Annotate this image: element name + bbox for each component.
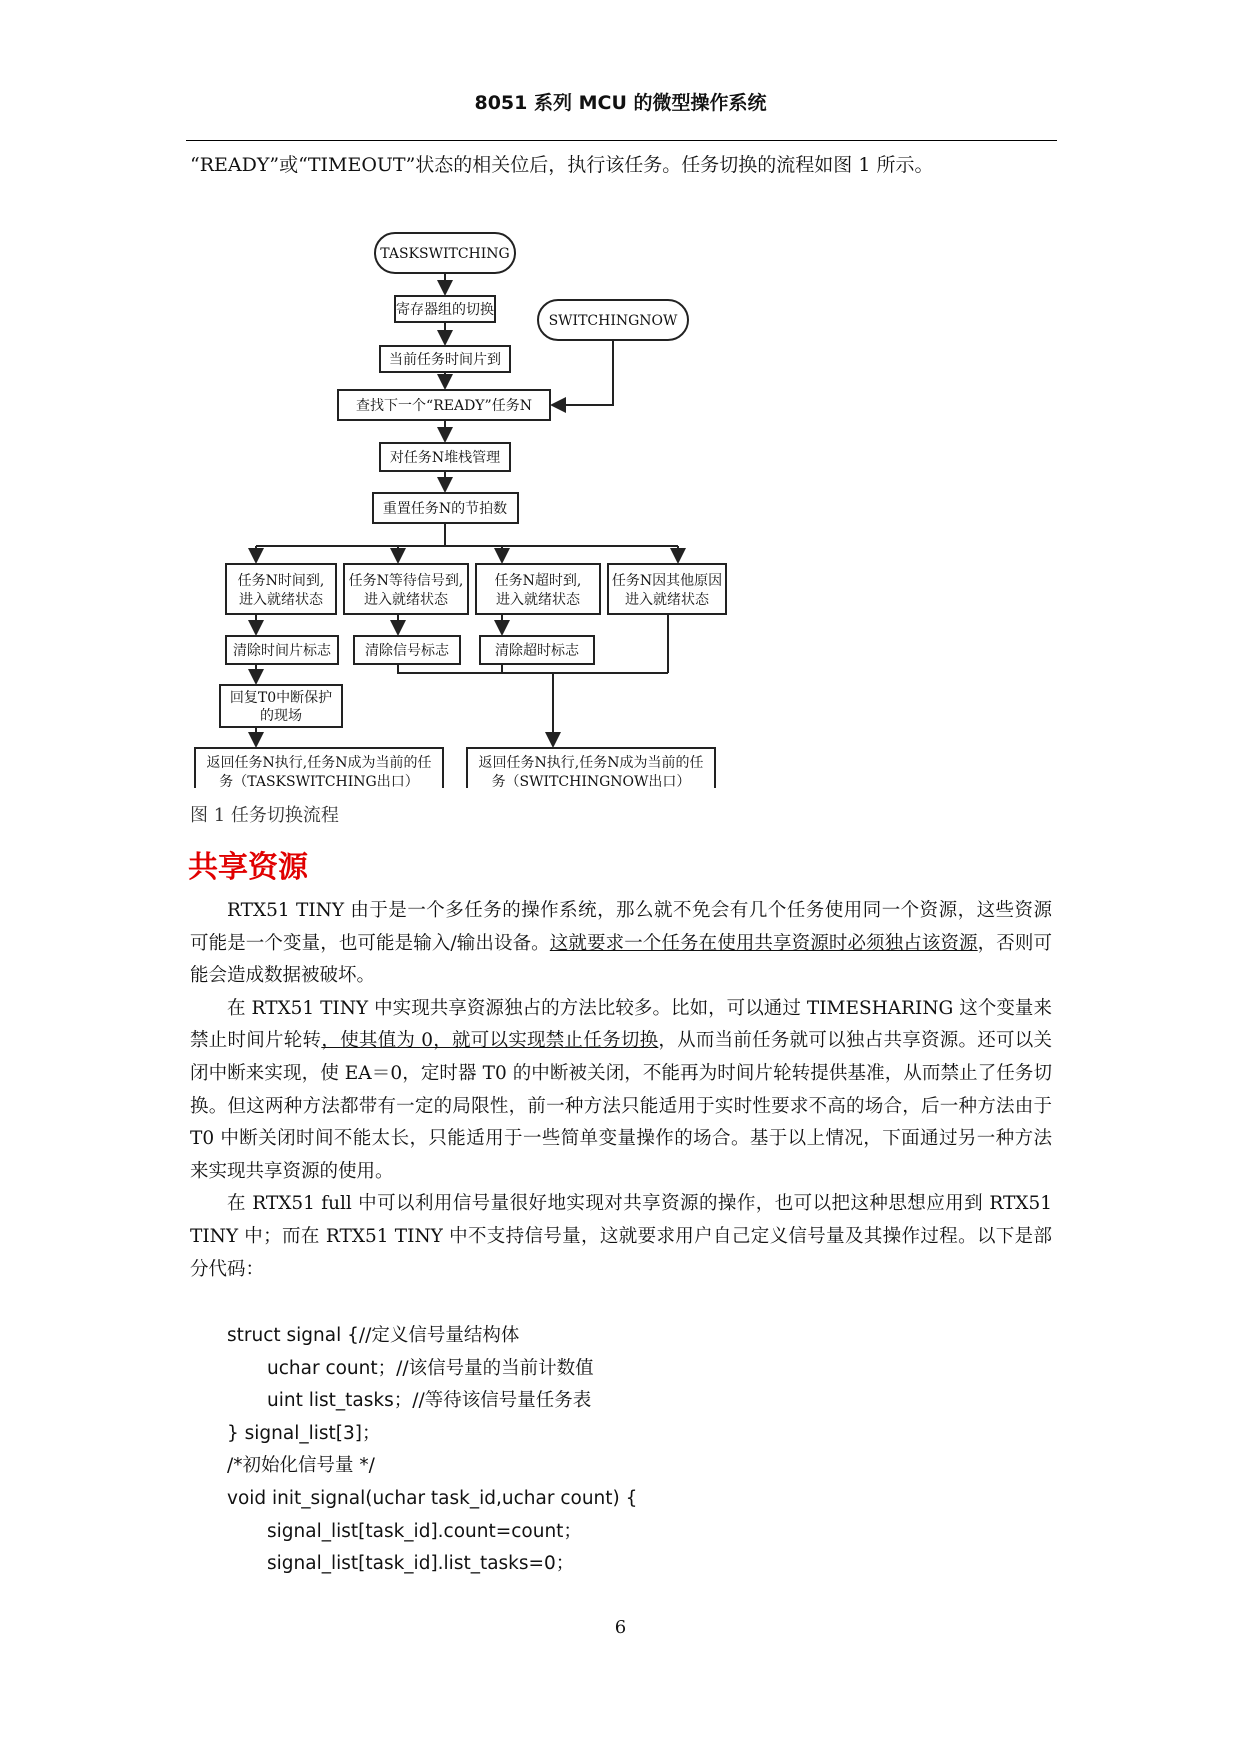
branch4-label-1: 任务N因其他原因	[611, 573, 723, 589]
code-line: } signal_list[3]；	[227, 1422, 381, 1444]
paragraph-1	[190, 895, 1052, 993]
page-header-title: 8051 系列 MCU 的微型操作系统	[474, 92, 767, 114]
branch1-label-1: 任务N时间到,	[237, 573, 325, 589]
section-title: 共享资源	[188, 850, 308, 885]
clear2-label: 清除信号标志	[365, 643, 449, 659]
code-line: signal_list[task_id].count=count；	[267, 1520, 582, 1542]
branch2-label-2: 进入就绪状态	[364, 592, 448, 608]
step2-label: 当前任务时间片到	[389, 352, 501, 368]
p1-text-a: RTX51 TINY 由于是一个多任务的操作系统，那么就不免会有几个任务使用同一个资源，这些资源可能是一个变量，也可能是输入/输出设备。	[190, 900, 1052, 954]
p1-text-b: ，否则可能会造成数据被破坏。	[190, 932, 1052, 987]
branch4-label-2: 进入就绪状态	[625, 592, 709, 608]
exit2-label-2: 务（SWITCHINGNOW出口）	[491, 774, 691, 790]
paragraph-2	[190, 993, 1052, 1189]
code-line: uint list_tasks；//等待该信号量任务表	[267, 1390, 592, 1412]
p2-text-a: 在 RTX51 TINY 中实现共享资源独占的方法比较多。比如，可以通过 TIMESHARING 这个变量来禁止时间片轮转	[190, 997, 1052, 1052]
restore-label-1: 回复T0中断保护	[229, 690, 333, 706]
code-line: uchar count；//该信号量的当前计数值	[267, 1357, 594, 1379]
task-switching-flowchart	[190, 218, 750, 793]
figure-caption: 图 1 任务切换流程	[190, 805, 339, 826]
exit1-label-1: 返回任务N执行,任务N成为当前的任	[206, 755, 432, 771]
code-line: struct signal {//定义信号量结构体	[227, 1325, 520, 1346]
branch2-label-1: 任务N等待信号到,	[348, 573, 464, 589]
p2-underlined: ，使其值为 0，就可以实现禁止任务切换	[321, 1030, 659, 1052]
step3-label: 查找下一个“READY”任务N	[356, 398, 532, 414]
page-number: 6	[614, 1617, 627, 1638]
code-line: signal_list[task_id].list_tasks=0；	[267, 1553, 575, 1575]
branch3-label-2: 进入就绪状态	[496, 592, 580, 608]
code-block	[227, 1320, 637, 1581]
step4-label: 对任务N堆栈管理	[389, 450, 501, 466]
exit1-label-2: 务（TASKSWITCHING出口）	[219, 774, 419, 790]
restore-label-2: 的现场	[260, 708, 302, 724]
branch1-label-2: 进入就绪状态	[239, 592, 323, 608]
start-a-label: TASKSWITCHING	[380, 246, 510, 262]
start-b-label: SWITCHINGNOW	[548, 313, 678, 329]
header-rule	[186, 140, 1057, 141]
code-line: void init_signal(uchar task_id,uchar count) {	[227, 1487, 638, 1509]
step1-label: 寄存器组的切换	[396, 302, 494, 318]
body-text	[190, 895, 1052, 1286]
code-line: /*初始化信号量 */	[227, 1455, 375, 1477]
intro-text: “READY”或“TIMEOUT”状态的相关位后，执行该任务。任务切换的流程如图 1 所示。	[190, 154, 934, 176]
paragraph-3: 在 RTX51 full 中可以利用信号量很好地实现对共享资源的操作，也可以把这种思想应用到 RTX51 TINY 中；而在 RTX51 TINY 中不支持信号量，这就要求用户自己定义信号量及其操作过程。以下是部分代码：	[190, 1193, 1052, 1280]
p2-text-b: ，从而当前任务就可以独占共享资源。还可以关闭中断来实现，使 EA＝0，定时器 T0 的中断被关闭，不能再为时间片轮转提供基准，从而禁止了任务切换。但这两种方法都带有一定的局限性，前一种方法只能适用于实时性要求不高的场合，后一种方法由于 T0 中断关闭时间不能太长，只能适用于一些简单变量操作的场合。基于以上情况，下面通过另一种方法来实现共享资源的使用。	[190, 1030, 1052, 1182]
step5-label: 重置任务N的节拍数	[382, 501, 508, 517]
p1-underlined: 这就要求一个任务在使用共享资源时必须独占该资源	[549, 932, 978, 954]
exit2-label-1: 返回任务N执行,任务N成为当前的任	[478, 755, 704, 771]
branch3-label-1: 任务N超时到,	[494, 573, 582, 589]
clear1-label: 清除时间片标志	[233, 643, 331, 659]
clear3-label: 清除超时标志	[495, 643, 579, 659]
